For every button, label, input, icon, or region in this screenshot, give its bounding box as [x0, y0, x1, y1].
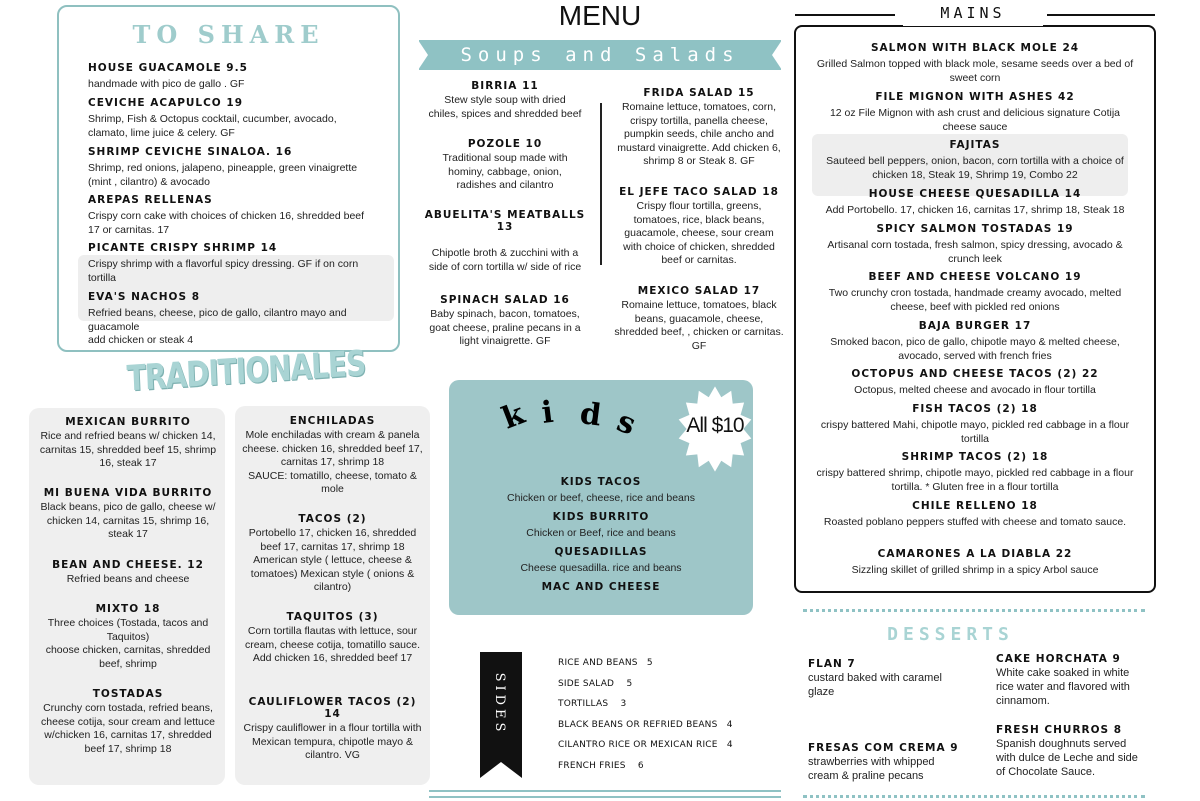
soup-item — [428, 294, 582, 349]
side-name: SIDE SALAD — [558, 679, 615, 689]
item-name: BIRRIA 11 — [471, 80, 539, 92]
item-desc: Add Portobello. 17, chicken 16, carnitas 17, shrimp 18, Steak 18 — [825, 204, 1125, 216]
item-desc: Baby spinach, bacon, tomatoes, goat cheese, praline pecans in a light vinaigrette. GF — [429, 308, 581, 347]
dessert-item — [808, 742, 968, 783]
side-price: 6 — [637, 761, 644, 771]
divider — [600, 103, 602, 265]
sides-title — [480, 660, 522, 760]
trad-item — [240, 513, 425, 595]
item-name: EL JEFE TACO SALAD 18 — [619, 186, 779, 198]
side-item — [558, 679, 632, 689]
item-desc: Chicken or Beef, rice and beans — [526, 527, 676, 539]
item-desc: Crispy shrimp with a flavorful spicy dressing. GF if on corn tortilla — [88, 258, 359, 284]
kids-item — [460, 581, 742, 593]
desserts-title: DESSERTS — [887, 624, 1014, 645]
trad-item — [240, 696, 425, 763]
item-desc: Spanish doughnuts served with dulce de Leche and side of Chocolate Sauce. — [996, 738, 1138, 778]
item-desc: Sauteed bell peppers, onion, bacon, corn tortilla with a choice of chicken 18, Steak 19, Shrimp 19, Combo 22 — [826, 155, 1124, 181]
item-name: CAKE HORCHATA 9 — [996, 653, 1121, 665]
item-name: KIDS BURRITO — [552, 511, 650, 523]
item-desc: Romaine lettuce, tomatoes, black beans, guacamole, cheese, shredded beef, , chicken or carnitas. GF — [614, 299, 784, 352]
item-desc: crispy battered Mahi, chipotle mayo, pickled red cabbage in a flour tortilla — [820, 419, 1130, 445]
side-item — [558, 761, 644, 771]
side-item — [558, 658, 653, 668]
item-name: FLAN 7 — [808, 658, 856, 670]
item-name: HOUSE GUACAMOLE 9.5 — [88, 62, 248, 74]
item-name: FAJITAS — [949, 139, 1001, 151]
item-desc: Grilled Salmon topped with black mole, sesame seeds over a bed of sweet corn — [816, 58, 1134, 84]
soup-item — [428, 138, 582, 193]
main-item — [814, 139, 1136, 182]
dessert-item — [808, 658, 968, 699]
item-name: MAC AND CHEESE — [541, 581, 661, 593]
item-desc: Crispy corn cake with choices of chicken 16, shredded beef 17 or carnitas. 17 — [88, 210, 365, 236]
to-share-title: TO SHARE — [132, 20, 325, 49]
main-item — [814, 500, 1136, 530]
mains-rule-left — [795, 14, 895, 16]
item-name: PICANTE CRISPY SHRIMP 14 — [88, 242, 278, 254]
main-item — [814, 368, 1136, 398]
item-desc: custard baked with caramel glaze — [808, 672, 942, 698]
item-desc: Octopus, melted cheese and avocado in flour tortilla — [854, 384, 1096, 396]
item-name: CEVICHE ACAPULCO 19 — [88, 97, 244, 109]
item-name: KIDS TACOS — [560, 476, 642, 488]
main-item — [814, 403, 1136, 446]
soup-item — [428, 80, 582, 121]
item-name: FRESAS COM CREMA 9 — [808, 742, 959, 754]
main-item — [814, 451, 1136, 494]
item-name: FRIDA SALAD 15 — [643, 87, 755, 99]
side-name: CILANTRO RICE OR MEXICAN RICE — [558, 740, 718, 750]
item-name: BAJA BURGER 17 — [918, 320, 1032, 332]
item-name: EVA'S NACHOS 8 — [88, 291, 201, 303]
trad-item — [35, 603, 221, 671]
side-name: TORTILLAS — [558, 699, 609, 709]
trad-item — [35, 487, 221, 542]
trad-item — [240, 611, 425, 666]
kids-item — [460, 511, 742, 541]
dessert-item — [996, 653, 1136, 708]
kids-title-letter: i — [539, 394, 560, 431]
item-desc: handmade with pico de gallo . GF — [88, 78, 245, 90]
mains-rule-right — [1047, 14, 1155, 16]
item-extra: SAUCE: tomatillo, cheese, tomato & mole — [248, 469, 417, 495]
item-name: POZOLE 10 — [467, 138, 543, 150]
item-desc: Roasted poblano peppers stuffed with cheese and tomato sauce. — [823, 516, 1127, 528]
item-desc: Smoked bacon, pico de gallo, chipotle mayo & melted cheese, avocado, served with french fries — [830, 336, 1120, 362]
svg-text:SIDES: SIDES — [492, 672, 507, 736]
item-name: HOUSE CHEESE QUESADILLA 14 — [868, 188, 1082, 200]
item-extra: choose chicken, carnitas, shredded beef, shrimp — [45, 644, 211, 670]
price-badge: All $10 — [686, 414, 744, 437]
item-name: BEAN AND CHEESE. 12 — [52, 559, 204, 571]
item-name: SALMON WITH BLACK MOLE 24 — [870, 42, 1080, 54]
kids-title-letter: d — [578, 396, 608, 434]
item-desc: Sizzling skillet of grilled shrimp in a spicy Arbol sauce — [851, 564, 1099, 576]
item-desc: Black beans, pico de gallo, cheese w/ chicken 14, carnitas 15, shrimp 16, steak 17 — [40, 501, 216, 540]
trad-item — [240, 415, 425, 497]
kids-title-letter: k — [497, 394, 534, 437]
kids-item — [460, 476, 742, 506]
mains-title: MAINS — [940, 4, 1006, 22]
item-name: TACOS (2) — [298, 513, 367, 525]
main-item — [814, 42, 1136, 85]
main-item — [814, 320, 1136, 363]
item-name: BEEF AND CHEESE VOLCANO 19 — [868, 271, 1082, 283]
item-desc: Refried beans, cheese, pico de gallo, cilantro mayo and guacamole — [88, 307, 347, 333]
item-name: SPINACH SALAD 16 — [440, 294, 570, 306]
item-name: MEXICO SALAD 17 — [637, 285, 761, 297]
item-name: MIXTO 18 — [95, 603, 161, 615]
main-item — [814, 188, 1136, 218]
item-name: QUESADILLAS — [554, 546, 648, 558]
side-item — [558, 720, 733, 730]
item-name: CAMARONES A LA DIABLA 22 — [877, 548, 1073, 560]
item-name: MI BUENA VIDA BURRITO — [43, 487, 213, 499]
traditionales-title: TRADITIONALES — [126, 342, 366, 400]
side-name: BLACK BEANS OR REFRIED BEANS — [558, 720, 718, 730]
item-name: AREPAS RELLENAS — [88, 194, 213, 206]
side-price: 4 — [726, 720, 733, 730]
item-desc: Mole enchiladas with cream & panela cheese. chicken 16, shredded beef 17, carnitas 17, shrimp 18 — [242, 429, 423, 468]
item-desc: Chicken or beef, cheese, rice and beans — [507, 492, 695, 504]
item-desc: strawberries with whipped cream & praline pecans — [808, 756, 935, 782]
item-name: SHRIMP TACOS (2) 18 — [901, 451, 1049, 463]
item-desc: Crispy cauliflower in a flour tortilla with Mexican tempura, chipotle mayo & cilantro. VG — [243, 722, 422, 761]
soup-item — [424, 209, 586, 274]
item-desc: Shrimp, red onions, jalapeno, pineapple, green vinaigrette (mint , cilantro) & avocado — [88, 162, 358, 188]
kids-item — [460, 546, 742, 576]
item-desc: Chipotle broth & zucchini with a side of corn tortilla w/ side of rice — [428, 247, 582, 273]
share-item — [88, 291, 378, 348]
item-desc: Artisanal corn tostada, fresh salmon, spicy dressing, avocado & crunch leek — [827, 239, 1123, 265]
item-desc: Two crunchy cron tostada, handmade creamy avocado, melted cheese, beef with pickled red onions — [828, 287, 1122, 313]
item-desc: Three choices (Tostada, tacos and Taquitos) — [47, 617, 209, 643]
item-desc: Corn tortilla flautas with lettuce, sour cream, cheese cotija, tomatillo sauce. Add chicken 16, shredded beef 17 — [244, 625, 421, 664]
salad-item — [614, 186, 784, 268]
share-item — [88, 62, 378, 92]
item-extra: American style ( lettuce, cheese & tomatoes) Mexican style ( onions & cilantro) — [250, 554, 415, 593]
side-price: 4 — [726, 740, 733, 750]
item-desc: Rice and refried beans w/ chicken 14, carnitas 15, shredded beef 15, shrimp 16, steak 17 — [39, 430, 217, 469]
soups-title: Soups and Salads — [460, 44, 740, 66]
item-name: ENCHILADAS — [289, 415, 376, 427]
item-desc: 12 oz File Mignon with ash crust and delicious signature Cotija cheese sauce — [829, 107, 1121, 133]
item-name: OCTOPUS AND CHEESE TACOS (2) 22 — [851, 368, 1099, 380]
side-name: FRENCH FRIES — [558, 761, 626, 771]
item-name: ABUELITA'S MEATBALLS 13 — [424, 209, 586, 233]
kids-title — [495, 392, 655, 452]
share-item — [88, 194, 378, 237]
divider — [429, 796, 781, 798]
trad-item — [35, 688, 221, 756]
item-desc: Shrimp, Fish & Octopus cocktail, cucumber, avocado, clamato, lime juice & celery. GF — [88, 113, 337, 139]
item-desc: Crunchy corn tostada, refried beans, cheese cotija, sour cream and lettuce w/chicken 16, carnitas 17, shredded beef 17, shrimp 18 — [41, 702, 215, 755]
item-desc: crispy battered shrimp, chipotle mayo, pickled red cabbage in a flour tortilla. * Gluten free in a flour tortilla — [816, 467, 1134, 493]
page-title: MENU — [558, 0, 642, 31]
side-price: 5 — [646, 658, 653, 668]
item-name: MEXICAN BURRITO — [65, 416, 191, 428]
item-name: FRESH CHURROS 8 — [996, 724, 1123, 736]
item-desc: Cheese quesadilla. rice and beans — [520, 562, 682, 574]
item-desc: Traditional soup made with hominy, cabbage, onion, radishes and cilantro — [442, 152, 568, 191]
kids-title-text — [497, 394, 644, 444]
item-desc: Portobello 17, chicken 16, shredded beef 17, carnitas 17, shrimp 18 — [248, 527, 417, 553]
main-item — [814, 548, 1136, 578]
item-desc: Stew style soup with dried chiles, spices and shredded beef — [428, 94, 582, 120]
kids-title-letter: s — [612, 403, 645, 444]
share-item — [88, 242, 378, 285]
share-item — [88, 146, 378, 189]
item-name: FILE MIGNON WITH ASHES 42 — [875, 91, 1075, 103]
item-name: TOSTADAS — [92, 688, 164, 700]
side-item — [558, 740, 733, 750]
item-desc: Romaine lettuce, tomatoes, corn, crispy tortilla, panella cheese, pumpkin seeds, chile ancho and mustard vinaigrette. Add chicken 6, shrimp 8 or Steak 8. GF — [617, 101, 781, 167]
salad-item — [614, 285, 784, 353]
side-price: 3 — [620, 699, 627, 709]
dessert-item — [996, 724, 1146, 779]
item-name: CAULIFLOWER TACOS (2) 14 — [248, 696, 417, 720]
salad-item — [614, 87, 784, 169]
trad-item — [35, 416, 221, 471]
item-name: TAQUITOS (3) — [286, 611, 379, 623]
side-price: 5 — [626, 679, 633, 689]
item-desc: Crispy flour tortilla, greens, tomatoes, rice, black beans, guacamole, cheese, sour cream with choice of chicken, shredded beef or carnitas. — [623, 200, 775, 266]
main-item — [814, 271, 1136, 314]
share-item — [88, 97, 378, 140]
item-name: SHRIMP CEVICHE SINALOA. 16 — [88, 146, 293, 158]
item-name: FISH TACOS (2) 18 — [912, 403, 1038, 415]
item-name: SPICY SALMON TOSTADAS 19 — [876, 223, 1074, 235]
main-item — [814, 91, 1136, 134]
dotted-divider — [803, 795, 1145, 798]
divider — [429, 790, 781, 792]
item-extra: add chicken or steak 4 — [88, 334, 194, 346]
item-desc: White cake soaked in white rice water and flavored with cinnamom. — [996, 667, 1130, 707]
trad-item — [35, 559, 221, 587]
item-desc: Refried beans and cheese — [66, 573, 190, 585]
item-name: CHILE RELLENO 18 — [912, 500, 1038, 512]
side-item — [558, 699, 626, 709]
dotted-divider — [803, 609, 1145, 612]
side-name: RICE AND BEANS — [558, 658, 638, 668]
main-item — [814, 223, 1136, 266]
